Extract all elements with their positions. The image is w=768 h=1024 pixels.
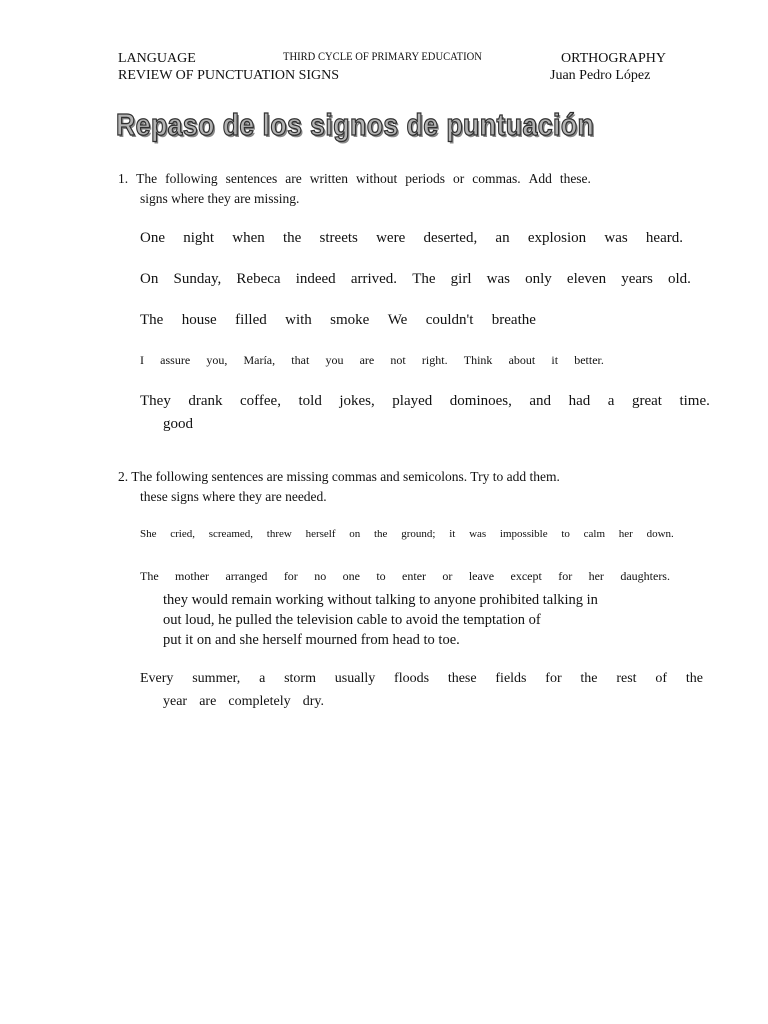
header-area: ORTHOGRAPHY xyxy=(561,51,666,66)
page-title: Repaso de los signos de puntuación xyxy=(116,107,595,142)
word: that xyxy=(291,353,310,367)
word: smoke xyxy=(330,312,370,328)
word: mother xyxy=(175,569,210,583)
word: an xyxy=(495,230,510,246)
word: night xyxy=(183,230,215,246)
word: storm xyxy=(284,671,316,686)
exercise1-sentence-5-line2: good xyxy=(163,416,193,432)
word: arrived. xyxy=(350,271,398,287)
word: not xyxy=(390,353,406,367)
word: leave xyxy=(468,569,495,583)
exercise2-sentence-3-line1 xyxy=(140,671,703,687)
exercise1-sentence-1 xyxy=(140,230,683,247)
word: these. xyxy=(559,171,591,186)
word: old. xyxy=(668,271,691,287)
word: for xyxy=(558,569,573,583)
word: were xyxy=(376,230,406,246)
exercise2-sentence-2-line1 xyxy=(140,569,670,584)
word: only xyxy=(525,271,552,287)
exercise2-sentence-2-line4: put it on and she herself mourned from head to toe. xyxy=(163,632,460,648)
word: drank xyxy=(188,393,223,409)
word: and xyxy=(529,393,552,409)
word: We xyxy=(387,312,408,328)
word: or xyxy=(452,171,465,186)
word: arranged xyxy=(225,569,268,583)
word: Sunday, xyxy=(173,271,222,287)
word: written xyxy=(309,171,349,186)
word: The xyxy=(140,312,164,328)
word: fields xyxy=(495,671,527,686)
header-topic: REVIEW OF PUNCTUATION SIGNS xyxy=(118,68,340,83)
word: usually xyxy=(334,671,376,686)
word: The xyxy=(412,271,436,287)
exercise1-instruction-line2: signs where they are missing. xyxy=(140,191,300,206)
word: screamed, xyxy=(208,528,254,540)
word: are xyxy=(285,171,302,186)
word: down. xyxy=(646,528,674,540)
word: with xyxy=(285,312,312,328)
word: a xyxy=(259,671,266,686)
word: dominoes, xyxy=(449,393,512,409)
word: without xyxy=(356,171,398,186)
word: She xyxy=(140,528,157,540)
word: enter xyxy=(402,569,427,583)
word: commas. xyxy=(472,171,521,186)
word: I xyxy=(140,353,144,367)
word: deserted, xyxy=(423,230,478,246)
word: except xyxy=(510,569,542,583)
word: house xyxy=(181,312,217,328)
word: Every xyxy=(140,671,174,686)
word: filled xyxy=(235,312,267,328)
word: Think xyxy=(463,353,493,367)
word: time. xyxy=(679,393,710,409)
word: her xyxy=(618,528,633,540)
word: On xyxy=(140,271,159,287)
word: was xyxy=(604,230,628,246)
word: rest xyxy=(616,671,637,686)
word: streets xyxy=(319,230,358,246)
exercise2-instruction-line1: 2. The following sentences are missing commas and semicolons. Try to add them. xyxy=(118,469,560,484)
exercise2-sentence-2-line2: they would remain working without talking to anyone prohibited talking in xyxy=(163,592,598,608)
word: sentences xyxy=(225,171,278,186)
word: girl xyxy=(450,271,472,287)
exercise1-sentence-5 xyxy=(140,393,710,410)
word: her xyxy=(588,569,604,583)
word: one xyxy=(342,569,360,583)
word: 1. xyxy=(118,171,129,186)
word: a xyxy=(607,393,615,409)
word: calm xyxy=(583,528,606,540)
word: The xyxy=(136,171,158,186)
word: you xyxy=(325,353,344,367)
header-subject: LANGUAGE xyxy=(118,51,196,66)
exercise1-instruction-line1 xyxy=(118,171,591,187)
word: floods xyxy=(394,671,430,686)
word: of xyxy=(655,671,668,686)
word: herself xyxy=(305,528,336,540)
word: on xyxy=(349,528,361,540)
word: The xyxy=(140,569,159,583)
header-cycle: THIRD CYCLE OF PRIMARY EDUCATION xyxy=(283,51,482,63)
word: assure xyxy=(160,353,191,367)
word: jokes, xyxy=(339,393,375,409)
word: the xyxy=(283,230,302,246)
word: better. xyxy=(574,353,604,367)
word: explosion xyxy=(527,230,587,246)
word: breathe xyxy=(491,312,536,328)
word: threw xyxy=(266,528,292,540)
word: or xyxy=(442,569,453,583)
word: heard. xyxy=(645,230,683,246)
word: Add xyxy=(528,171,552,186)
exercise1-sentence-3 xyxy=(140,312,536,329)
word: right. xyxy=(421,353,448,367)
word: played xyxy=(392,393,433,409)
exercise2-sentence-2-line3: out loud, he pulled the television cable to avoid the temptation of xyxy=(163,612,541,628)
word: great xyxy=(631,393,662,409)
word: summer, xyxy=(192,671,241,686)
word: are xyxy=(199,694,217,709)
word: ground; xyxy=(401,528,436,540)
word: had xyxy=(568,393,591,409)
word: the xyxy=(374,528,388,540)
word: María, xyxy=(243,353,276,367)
word: indeed xyxy=(295,271,336,287)
exercise1-sentence-4 xyxy=(140,353,604,368)
word: the xyxy=(685,671,703,686)
word: you, xyxy=(206,353,228,367)
word: was xyxy=(469,528,487,540)
word: to xyxy=(376,569,386,583)
word: was xyxy=(486,271,510,287)
word: to xyxy=(561,528,570,540)
word: for xyxy=(545,671,562,686)
word: eleven xyxy=(566,271,607,287)
word: dry. xyxy=(302,694,324,709)
word: following xyxy=(165,171,218,186)
header-author: Juan Pedro López xyxy=(550,68,651,83)
word: the xyxy=(580,671,598,686)
word: periods xyxy=(405,171,445,186)
word: completely xyxy=(228,694,291,709)
word: years xyxy=(621,271,653,287)
word: impossible xyxy=(499,528,548,540)
word: it xyxy=(449,528,456,540)
word: told xyxy=(298,393,322,409)
word: daughters. xyxy=(620,569,670,583)
word: cried, xyxy=(170,528,195,540)
word: couldn't xyxy=(425,312,474,328)
word: no xyxy=(314,569,327,583)
word: about xyxy=(508,353,536,367)
exercise2-instruction-line2: these signs where they are needed. xyxy=(140,489,327,504)
word: They xyxy=(140,393,171,409)
exercise2-sentence-1 xyxy=(140,528,674,540)
word: year xyxy=(163,694,188,709)
exercise1-sentence-2 xyxy=(140,271,691,288)
word: when xyxy=(232,230,265,246)
exercise2-sentence-3-line2 xyxy=(163,694,324,710)
word: One xyxy=(140,230,165,246)
word: for xyxy=(283,569,298,583)
word: Rebeca xyxy=(236,271,281,287)
word: are xyxy=(359,353,375,367)
word: it xyxy=(551,353,559,367)
word: these xyxy=(447,671,477,686)
word: coffee, xyxy=(240,393,281,409)
